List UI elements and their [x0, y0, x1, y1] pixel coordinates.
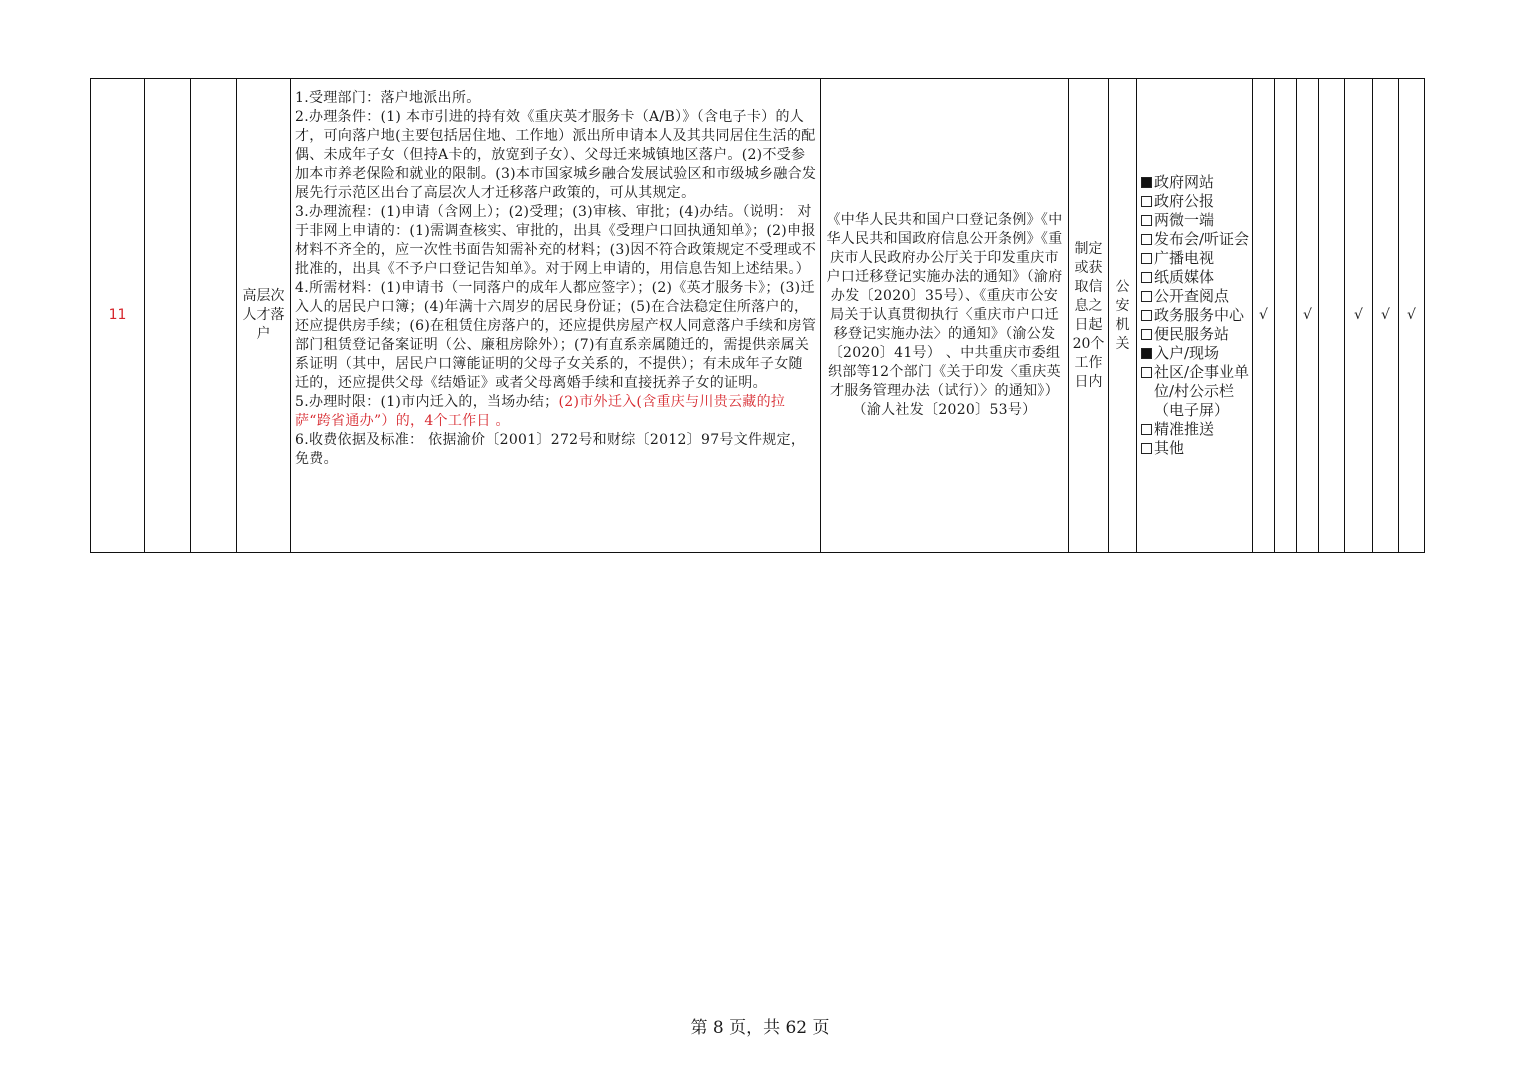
unchecked-box-icon [1141, 234, 1152, 245]
check-mark-icon: √ [1354, 307, 1363, 323]
checked-box-icon [1141, 177, 1152, 188]
channel-label: 其他 [1154, 439, 1185, 457]
checked-box-icon [1141, 348, 1152, 359]
unchecked-box-icon [1141, 424, 1152, 435]
content-text: 2.办理条件：(1) 本市引进的持有效《重庆英才服务卡（A/B）》（含电子卡）的人才，可向落户地(主要包括居住地、工作地）派出所申请本人及其共同居住生活的配偶、未成年子女（但持A卡的，放宽到子女）、父母迁来城镇地区落户。(2)不受参加本市养老保险和就业的限制。(3)本市国家城乡融合发展试验区和市级城乡融合发展先行示范区出台了高层次人才迁移落户政策的，可从其规定。 [295, 109, 817, 201]
content-paragraph [295, 108, 817, 203]
channel-item [1141, 344, 1250, 363]
unchecked-box-icon [1141, 253, 1152, 264]
content-text: 5.办理时限：(1)市内迁入的，当场办结； [295, 394, 559, 410]
channel-item [1141, 211, 1250, 230]
channel-item [1141, 249, 1250, 268]
unchecked-box-icon [1141, 443, 1152, 454]
unchecked-box-icon [1141, 329, 1152, 340]
table-row [91, 79, 1425, 553]
tick-cell [1319, 79, 1345, 553]
row-number: 11 [91, 79, 145, 553]
disclosure-table [90, 78, 1425, 553]
tick-cell [1275, 79, 1297, 553]
tick-cell [1253, 79, 1275, 553]
channel-item [1141, 363, 1250, 420]
channel-label: 入户/现场 [1154, 344, 1220, 362]
channel-item [1141, 268, 1250, 287]
check-mark-icon: √ [1381, 307, 1390, 323]
channel-item [1141, 192, 1250, 211]
channels-cell [1137, 79, 1253, 553]
unchecked-box-icon [1141, 310, 1152, 321]
channel-label: 发布会/听证会 [1154, 230, 1250, 248]
channel-item [1141, 173, 1250, 192]
empty-cell [145, 79, 191, 553]
channel-item [1141, 306, 1250, 325]
tick-cell [1297, 79, 1319, 553]
tick-cell [1345, 79, 1373, 553]
category-cell: 高层次人才落户 [237, 79, 291, 553]
content-cell [291, 79, 821, 553]
channel-label: 便民服务站 [1154, 325, 1230, 343]
empty-cell [191, 79, 237, 553]
time-limit-cell [1069, 79, 1109, 553]
channel-label: 社区/企事业单位/村公示栏（电子屏） [1154, 363, 1250, 419]
unchecked-box-icon [1141, 291, 1152, 302]
content-text: 1.受理部门：落户地派出所。 [295, 90, 481, 106]
unchecked-box-icon [1141, 215, 1152, 226]
page-footer: 第 8 页，共 62 页 [690, 1018, 830, 1038]
channel-item [1141, 230, 1250, 249]
channel-label: 政府网站 [1154, 173, 1215, 191]
channel-label: 纸质媒体 [1154, 268, 1215, 286]
channel-item [1141, 325, 1250, 344]
content-paragraph [295, 203, 817, 279]
channel-label: 精准推送 [1154, 420, 1215, 438]
check-mark-icon: √ [1259, 307, 1268, 323]
content-text: (2)市外迁入(含重庆与川贵云藏的拉萨“跨省通办”）的，4个工作日 。 [295, 394, 786, 429]
basis-text: 《中华人民共和国户口登记条例》《中华人民共和国政府信息公开条例》《重庆市人民政府办公厅关于印发重庆市户口迁移登记实施办法的通知》（渝府办发〔2020〕35号）、《重庆市公安局关于认真贯彻执行〈重庆市户口迁移登记实施办法〉的通知》（渝公发〔2020〕41号） 、中共重庆市委组织部等12个部门《关于印发〈重庆英才服务管理办法（试行）〉的通知》）（渝人社发〔2020〕53号） [826, 212, 1063, 418]
channel-label: 广播电视 [1154, 249, 1215, 267]
channel-item [1141, 420, 1250, 439]
content-text: 3.办理流程：(1)申请（含网上）；(2)受理；(3)审核、审批；(4)办结。（说明： 对于非网上申请的：(1)需调查核实、审批的，出具《受理户口回执通知单》；(2)申报材料不齐全的，应一次性书面告知需补充的材料；(3)因不符合政策规定不受理或不批准的，出具《不予户口登记告知单》。对于网上申请的，用信息告知上述结果。） [295, 204, 817, 277]
content-paragraph [295, 431, 817, 469]
content-paragraph [295, 89, 817, 108]
check-mark-icon: √ [1303, 307, 1312, 323]
content-text: 6.收费依据及标准： 依据渝价〔2001〕272号和财综〔2012〕97号文件规定，免费。 [295, 432, 806, 467]
channel-item [1141, 287, 1250, 306]
content-paragraph [295, 393, 817, 431]
subject-cell [1109, 79, 1137, 553]
channel-label: 政务服务中心 [1154, 306, 1245, 324]
tick-cell [1399, 79, 1425, 553]
check-mark-icon: √ [1407, 307, 1416, 323]
subject-text: 公安机关 [1115, 278, 1130, 352]
basis-cell [821, 79, 1069, 553]
unchecked-box-icon [1141, 272, 1152, 283]
channel-label: 政府公报 [1154, 192, 1215, 210]
tick-cell [1373, 79, 1399, 553]
time-limit-text: 制定或获取信息之日起20个工作日内 [1072, 240, 1105, 390]
channel-item [1141, 439, 1250, 458]
content-paragraph [295, 279, 817, 393]
content-text: 4.所需材料：(1)申请书（一同落户的成年人都应签字）；(2)《英才服务卡》；(3)迁入人的居民户口簿；(4)年满十六周岁的居民身份证；(5)在合法稳定住所落户的，还应提供房手续；(6)在租赁住房落户的，还应提供房屋产权人同意落户手续和房管部门租赁登记备案证明（公、廉租房除外）；(7)有直系亲属随迁的，需提供亲属关系证明（其中，居民户口簿能证明的父母子女关系的，不提供）；有未成年子女随迁的，还应提供父母《结婚证》或者父母离婚手续和直接抚养子女的证明。 [295, 280, 817, 391]
channel-label: 公开查阅点 [1154, 287, 1230, 305]
unchecked-box-icon [1141, 196, 1152, 207]
channel-label: 两微一端 [1154, 211, 1215, 229]
unchecked-box-icon [1141, 367, 1152, 378]
